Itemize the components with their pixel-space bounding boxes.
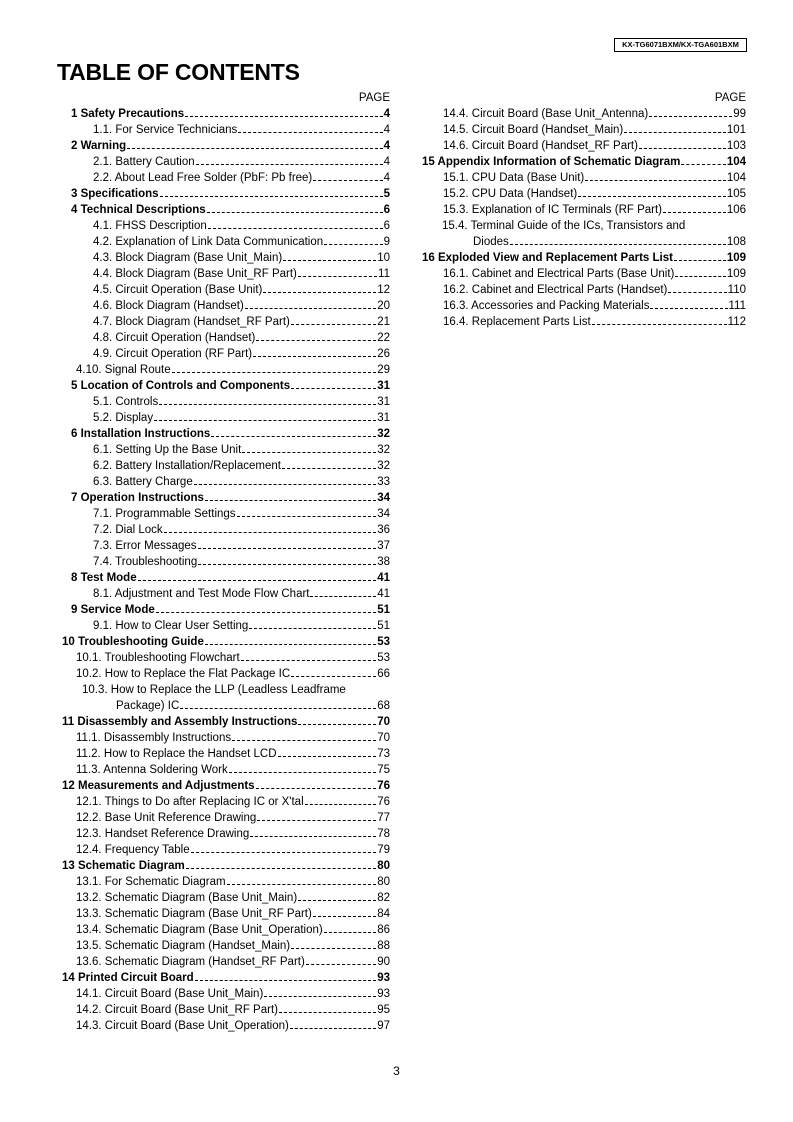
dot-leader	[649, 109, 732, 117]
toc-entry-label: 7 Operation Instructions	[71, 492, 204, 504]
toc-entry-label: 4 Technical Descriptions	[71, 204, 206, 216]
toc-entry-label: 4.10. Signal Route	[76, 364, 171, 376]
dot-leader	[257, 813, 376, 821]
dot-leader	[156, 605, 376, 613]
toc-entry-label: 13.5. Schematic Diagram (Handset_Main)	[76, 940, 291, 952]
dot-leader	[298, 269, 377, 277]
toc-entry-page: 109	[726, 252, 746, 264]
toc-entry-label: 12.3. Handset Reference Drawing	[76, 828, 250, 840]
toc-entry-page: 4	[383, 156, 390, 168]
toc-entry-label: 16 Exploded View and Replacement Parts List	[422, 252, 673, 264]
toc-entry-label: 4.4. Block Diagram (Base Unit_RF Part)	[93, 268, 297, 280]
toc-section-entry[interactable]	[62, 970, 390, 986]
toc-section-entry[interactable]	[62, 426, 390, 442]
toc-entry-page: 5	[383, 188, 390, 200]
toc-entry-label: 1 Safety Precautions	[71, 108, 185, 120]
toc-entry-label: 7.4. Troubleshooting	[93, 556, 198, 568]
toc-entry[interactable]	[62, 618, 390, 634]
toc-entry-label: 6.2. Battery Installation/Replacement	[93, 460, 281, 472]
toc-entry-page: 66	[377, 668, 390, 680]
toc-entry-page: 105	[726, 188, 746, 200]
dot-leader	[282, 461, 376, 469]
toc-entry[interactable]	[62, 122, 390, 138]
dot-leader	[675, 269, 725, 277]
toc-entry-page: 4	[383, 124, 390, 136]
dot-leader	[298, 893, 376, 901]
toc-entry-page: 110	[727, 284, 746, 296]
toc-right-column	[418, 91, 746, 330]
toc-entry-page: 41	[377, 572, 390, 584]
toc-entry-label: 14.3. Circuit Board (Base Unit_Operation)	[76, 1020, 289, 1032]
dot-leader	[186, 861, 376, 869]
dot-leader	[291, 381, 376, 389]
toc-entry-label: 13.4. Schematic Diagram (Base Unit_Operation)	[76, 924, 323, 936]
toc-entry-page: 101	[726, 124, 746, 136]
dot-leader	[674, 253, 726, 261]
toc-entry-page: 51	[377, 620, 390, 632]
dot-leader	[196, 157, 383, 165]
dot-leader	[211, 429, 376, 437]
toc-entry-label: 13.6. Schematic Diagram (Handset_RF Part)	[76, 956, 305, 968]
toc-entry-page: 32	[377, 428, 390, 440]
dot-leader	[191, 845, 377, 853]
toc-entry[interactable]	[62, 282, 390, 298]
toc-entry[interactable]	[62, 1002, 390, 1018]
dot-leader	[291, 669, 376, 677]
dot-leader	[227, 877, 377, 885]
toc-entry-label: 4.3. Block Diagram (Base Unit_Main)	[93, 252, 283, 264]
toc-entry-page: 34	[377, 508, 390, 520]
toc-entry-page: 37	[377, 540, 390, 552]
toc-entry-page: 78	[377, 828, 390, 840]
toc-entry-label: 16.4. Replacement Parts List	[443, 316, 591, 328]
toc-entry[interactable]	[62, 922, 390, 938]
toc-entry-page: 80	[377, 876, 390, 888]
toc-entry-label: 11 Disassembly and Assembly Instructions	[62, 716, 298, 728]
dot-leader	[185, 109, 382, 117]
toc-entry-label: 1.1. For Service Technicians	[93, 124, 238, 136]
toc-entry-page: 51	[377, 604, 390, 616]
toc-entry-label: 14.4. Circuit Board (Base Unit_Antenna)	[443, 108, 649, 120]
dot-leader	[313, 173, 382, 181]
toc-entry[interactable]	[62, 154, 390, 170]
toc-section-entry[interactable]	[62, 634, 390, 650]
toc-entry[interactable]	[62, 170, 390, 186]
dot-leader	[313, 909, 376, 917]
toc-entry-page: 68	[377, 700, 390, 712]
toc-entry-page: 82	[377, 892, 390, 904]
toc-entry-label: 11.3. Antenna Soldering Work	[76, 764, 228, 776]
toc-entry-page: 20	[377, 300, 390, 312]
toc-entry[interactable]	[418, 202, 746, 218]
toc-entry[interactable]	[62, 394, 390, 410]
toc-entry[interactable]	[62, 762, 390, 778]
dot-leader	[592, 317, 727, 325]
toc-entry-page: 33	[377, 476, 390, 488]
toc-entry[interactable]	[418, 282, 746, 298]
dot-leader	[263, 285, 376, 293]
toc-entry[interactable]	[62, 730, 390, 746]
toc-entry-page: 4	[383, 108, 390, 120]
toc-entry-label: 4.1. FHSS Description	[93, 220, 207, 232]
toc-entry[interactable]	[62, 842, 390, 858]
toc-entry-label: 14.5. Circuit Board (Handset_Main)	[443, 124, 624, 136]
toc-entry[interactable]	[62, 746, 390, 762]
toc-entry[interactable]	[62, 234, 390, 250]
dot-leader	[278, 749, 377, 757]
dot-leader	[324, 237, 382, 245]
toc-section-entry[interactable]	[62, 602, 390, 618]
toc-entry[interactable]	[62, 650, 390, 666]
dot-leader	[624, 125, 726, 133]
toc-entry[interactable]	[62, 986, 390, 1002]
toc-entry-page: 6	[383, 204, 390, 216]
toc-entry-label: 4.7. Block Diagram (Handset_RF Part)	[93, 316, 290, 328]
toc-entry-page: 73	[377, 748, 390, 760]
toc-entry-label: 13 Schematic Diagram	[62, 860, 185, 872]
toc-entry-page: 106	[726, 204, 746, 216]
page-column-header: PAGE	[714, 92, 746, 104]
toc-section-entry[interactable]	[62, 490, 390, 506]
toc-entry-label: 4.6. Block Diagram (Handset)	[93, 300, 244, 312]
dot-leader	[205, 637, 376, 645]
toc-entry[interactable]	[62, 330, 390, 346]
dot-leader	[180, 701, 376, 709]
toc-section-entry[interactable]	[62, 714, 390, 730]
toc-entry-page: 77	[377, 812, 390, 824]
toc-entry[interactable]	[62, 826, 390, 842]
toc-entry-page: 29	[377, 364, 390, 376]
toc-entry-page: 86	[377, 924, 390, 936]
toc-section-entry[interactable]	[62, 202, 390, 218]
toc-entry[interactable]	[62, 266, 390, 282]
toc-entry[interactable]	[418, 266, 746, 282]
toc-entry-label: 9 Service Mode	[71, 604, 155, 616]
dot-leader	[310, 589, 376, 597]
dot-leader	[324, 925, 376, 933]
toc-entry-label: 4.8. Circuit Operation (Handset)	[93, 332, 256, 344]
toc-entry-page: 104	[726, 172, 746, 184]
toc-entry[interactable]	[62, 474, 390, 490]
toc-entry-page: 99	[733, 108, 746, 120]
toc-entry-page: 75	[377, 764, 390, 776]
toc-entry-label: 13.3. Schematic Diagram (Base Unit_RF Part)	[76, 908, 312, 920]
toc-entry[interactable]	[62, 346, 390, 362]
toc-entry-page: 10	[377, 252, 390, 264]
toc-entry-label: 3 Specifications	[71, 188, 159, 200]
toc-entry-label: 9.1. How to Clear User Setting	[93, 620, 249, 632]
toc-left-list	[62, 106, 390, 1034]
toc-entry-label: 11.1. Disassembly Instructions	[76, 732, 232, 744]
dot-leader	[639, 141, 726, 149]
toc-entry-page: 11	[378, 268, 390, 280]
toc-entry[interactable]	[418, 106, 746, 122]
page-number: 3	[393, 1064, 400, 1078]
toc-entry[interactable]	[62, 298, 390, 314]
toc-entry-label: 12 Measurements and Adjustments	[62, 780, 255, 792]
toc-entry-page: 36	[377, 524, 390, 536]
dot-leader	[127, 141, 382, 149]
dot-leader	[198, 557, 376, 565]
toc-entry-label: 6.3. Battery Charge	[93, 476, 193, 488]
toc-entry[interactable]	[62, 666, 390, 682]
toc-section-entry[interactable]	[62, 138, 390, 154]
toc-section-entry[interactable]	[62, 106, 390, 122]
toc-right-list	[418, 106, 746, 330]
toc-entry-label: 15.3. Explanation of IC Terminals (RF Part)	[443, 204, 663, 216]
toc-entry-label: 5.1. Controls	[93, 396, 159, 408]
dot-leader	[205, 493, 376, 501]
toc-entry-label: 12.4. Frequency Table	[76, 844, 190, 856]
toc-entry-page: 80	[377, 860, 390, 872]
toc-section-entry[interactable]	[62, 778, 390, 794]
toc-entry-label: 2 Warning	[71, 140, 127, 152]
dot-leader	[585, 173, 726, 181]
toc-entry[interactable]	[418, 234, 746, 250]
toc-section-entry[interactable]	[62, 570, 390, 586]
toc-entry-page: 76	[377, 780, 390, 792]
toc-entry-page: 70	[377, 732, 390, 744]
toc-entry[interactable]	[418, 314, 746, 330]
toc-entry-page: 4	[383, 140, 390, 152]
toc-entry[interactable]	[62, 1018, 390, 1034]
toc-entry-label: 12.1. Things to Do after Replacing IC or X'tal	[76, 796, 304, 808]
toc-entry-page: 34	[377, 492, 390, 504]
toc-entry-page: 104	[726, 156, 746, 168]
dot-leader	[232, 733, 376, 741]
toc-entry-page: 109	[726, 268, 746, 280]
toc-section-entry[interactable]	[62, 378, 390, 394]
toc-entry[interactable]	[62, 538, 390, 554]
toc-entry-page: 76	[377, 796, 390, 808]
toc-entry-page: 9	[383, 236, 390, 248]
toc-entry-page: 41	[377, 588, 390, 600]
toc-entry-label: 8 Test Mode	[71, 572, 137, 584]
toc-entry-page: 12	[377, 284, 390, 296]
toc-entry[interactable]	[62, 218, 390, 234]
toc-entry-label: Package) IC	[116, 700, 180, 712]
toc-entry-label: 12.2. Base Unit Reference Drawing	[76, 812, 257, 824]
toc-entry-label: 7.3. Error Messages	[93, 540, 197, 552]
dot-leader	[138, 573, 377, 581]
dot-leader	[681, 157, 725, 165]
toc-entry[interactable]	[62, 522, 390, 538]
toc-entry-label: 4.5. Circuit Operation (Base Unit)	[93, 284, 263, 296]
toc-entry-page: 22	[377, 332, 390, 344]
toc-entry-label: 4.2. Explanation of Link Data Communication	[93, 236, 324, 248]
dot-leader	[290, 1021, 376, 1029]
toc-entry[interactable]	[62, 682, 390, 698]
dot-leader	[510, 237, 726, 245]
toc-entry-label: 14 Printed Circuit Board	[62, 972, 194, 984]
toc-left-column	[62, 91, 390, 1034]
toc-entry-page: 108	[726, 236, 746, 248]
dot-leader	[238, 125, 382, 133]
toc-entry-label: 10 Troubleshooting Guide	[62, 636, 204, 648]
toc-entry[interactable]	[62, 810, 390, 826]
page-column-header: PAGE	[358, 92, 390, 104]
page-title: TABLE OF CONTENTS	[57, 59, 300, 85]
toc-entry-label: 10.2. How to Replace the Flat Package IC	[76, 668, 291, 680]
toc-entry[interactable]	[62, 586, 390, 602]
dot-leader	[264, 989, 376, 997]
toc-entry-label: 16.1. Cabinet and Electrical Parts (Base Unit)	[443, 268, 675, 280]
dot-leader	[253, 349, 376, 357]
toc-entry-label: 16.3. Accessories and Packing Materials	[443, 300, 650, 312]
toc-entry-page: 4	[383, 172, 390, 184]
dot-leader	[298, 717, 376, 725]
dot-leader	[250, 829, 376, 837]
toc-entry-page: 31	[377, 412, 390, 424]
toc-section-entry[interactable]	[62, 858, 390, 874]
toc-entry-page: 93	[377, 972, 390, 984]
toc-entry-label: 10.3. How to Replace the LLP (Leadless Leadframe	[82, 684, 346, 696]
dot-leader	[195, 973, 377, 981]
dot-leader	[291, 317, 376, 325]
toc-entry-label: 14.2. Circuit Board (Base Unit_RF Part)	[76, 1004, 278, 1016]
dot-leader	[242, 445, 376, 453]
toc-entry-page: 31	[377, 380, 390, 392]
dot-leader	[241, 653, 377, 661]
dot-leader	[291, 941, 376, 949]
toc-entry-page: 93	[377, 988, 390, 1000]
toc-entry-page: 84	[377, 908, 390, 920]
dot-leader	[306, 957, 376, 965]
toc-entry[interactable]	[62, 954, 390, 970]
toc-entry[interactable]	[62, 506, 390, 522]
toc-entry-page: 90	[377, 956, 390, 968]
toc-entry-label: 8.1. Adjustment and Test Mode Flow Chart	[93, 588, 310, 600]
toc-entry-page: 32	[377, 444, 390, 456]
toc-entry-label: 6.1. Setting Up the Base Unit	[93, 444, 242, 456]
dot-leader	[208, 221, 383, 229]
toc-entry-page: 38	[377, 556, 390, 568]
dot-leader	[249, 621, 376, 629]
dot-leader	[279, 1005, 376, 1013]
toc-entry-page: 21	[377, 316, 390, 328]
toc-entry-page: 32	[377, 460, 390, 472]
toc-entry[interactable]	[418, 138, 746, 154]
toc-entry-page: 95	[377, 1004, 390, 1016]
toc-entry[interactable]	[62, 362, 390, 378]
toc-entry[interactable]	[62, 698, 390, 714]
dot-leader	[650, 301, 727, 309]
toc-entry-label: 5 Location of Controls and Components	[71, 380, 291, 392]
toc-entry-label: 13.1. For Schematic Diagram	[76, 876, 226, 888]
toc-entry[interactable]	[62, 906, 390, 922]
model-number-box: KX-TG6071BXM/KX-TGA601BXM	[614, 38, 747, 52]
dot-leader	[305, 797, 377, 805]
dot-leader	[237, 509, 377, 517]
toc-entry[interactable]	[418, 218, 746, 234]
toc-entry-label: Diodes	[473, 236, 509, 248]
dot-leader	[164, 525, 377, 533]
toc-entry[interactable]	[418, 122, 746, 138]
toc-entry-label: 7.1. Programmable Settings	[93, 508, 236, 520]
toc-entry-page: 70	[377, 716, 390, 728]
toc-entry-label: 15.2. CPU Data (Handset)	[443, 188, 578, 200]
dot-leader	[256, 781, 377, 789]
toc-entry-page: 103	[726, 140, 746, 152]
dot-leader	[172, 365, 377, 373]
toc-section-entry[interactable]	[62, 186, 390, 202]
toc-entry-label: 14.6. Circuit Board (Handset_RF Part)	[443, 140, 638, 152]
toc-entry[interactable]	[62, 554, 390, 570]
toc-entry[interactable]	[62, 874, 390, 890]
toc-entry-label: 2.2. About Lead Free Solder (PbF: Pb free)	[93, 172, 313, 184]
toc-entry-label: 4.9. Circuit Operation (RF Part)	[93, 348, 253, 360]
toc-entry[interactable]	[62, 410, 390, 426]
toc-entry-label: 15.1. CPU Data (Base Unit)	[443, 172, 585, 184]
toc-entry-page: 88	[377, 940, 390, 952]
toc-entry[interactable]	[62, 890, 390, 906]
toc-entry[interactable]	[62, 794, 390, 810]
toc-entry[interactable]	[62, 250, 390, 266]
dot-leader	[663, 205, 726, 213]
dot-leader	[160, 189, 383, 197]
toc-entry-label: 13.2. Schematic Diagram (Base Unit_Main)	[76, 892, 298, 904]
toc-entry-page: 79	[377, 844, 390, 856]
toc-entry-label: 11.2. How to Replace the Handset LCD	[76, 748, 277, 760]
dot-leader	[159, 397, 376, 405]
toc-entry[interactable]	[62, 938, 390, 954]
toc-entry-label: 15 Appendix Information of Schematic Diagram	[422, 156, 681, 168]
dot-leader	[256, 333, 376, 341]
toc-entry-label: 7.2. Dial Lock	[93, 524, 163, 536]
toc-entry-page: 53	[377, 652, 390, 664]
toc-entry[interactable]	[62, 458, 390, 474]
toc-section-entry[interactable]	[418, 154, 746, 170]
toc-entry-page: 6	[383, 220, 390, 232]
toc-entry[interactable]	[418, 186, 746, 202]
toc-entry-label: 14.1. Circuit Board (Base Unit_Main)	[76, 988, 264, 1000]
dot-leader	[578, 189, 726, 197]
toc-entry-page: 112	[727, 316, 746, 328]
dot-leader	[194, 477, 376, 485]
toc-entry-label: 15.4. Terminal Guide of the ICs, Transistors and	[442, 220, 686, 232]
dot-leader	[207, 205, 383, 213]
toc-entry-label: 5.2. Display	[93, 412, 154, 424]
toc-entry-page: 26	[377, 348, 390, 360]
toc-section-entry[interactable]	[418, 250, 746, 266]
toc-entry-page: 111	[728, 300, 746, 312]
dot-leader	[668, 285, 726, 293]
toc-entry-label: 2.1. Battery Caution	[93, 156, 195, 168]
toc-entry-label: 16.2. Cabinet and Electrical Parts (Handset)	[443, 284, 668, 296]
toc-entry-page: 53	[377, 636, 390, 648]
toc-entry[interactable]	[418, 298, 746, 314]
dot-leader	[229, 765, 376, 773]
toc-entry-label: 10.1. Troubleshooting Flowchart	[76, 652, 240, 664]
dot-leader	[154, 413, 376, 421]
dot-leader	[283, 253, 376, 261]
toc-entry-label: 6 Installation Instructions	[71, 428, 211, 440]
dot-leader	[245, 301, 376, 309]
toc-entry-page: 97	[377, 1020, 390, 1032]
toc-entry[interactable]	[62, 314, 390, 330]
toc-entry-page: 31	[377, 396, 390, 408]
dot-leader	[198, 541, 377, 549]
toc-entry[interactable]	[62, 442, 390, 458]
toc-entry[interactable]	[418, 170, 746, 186]
